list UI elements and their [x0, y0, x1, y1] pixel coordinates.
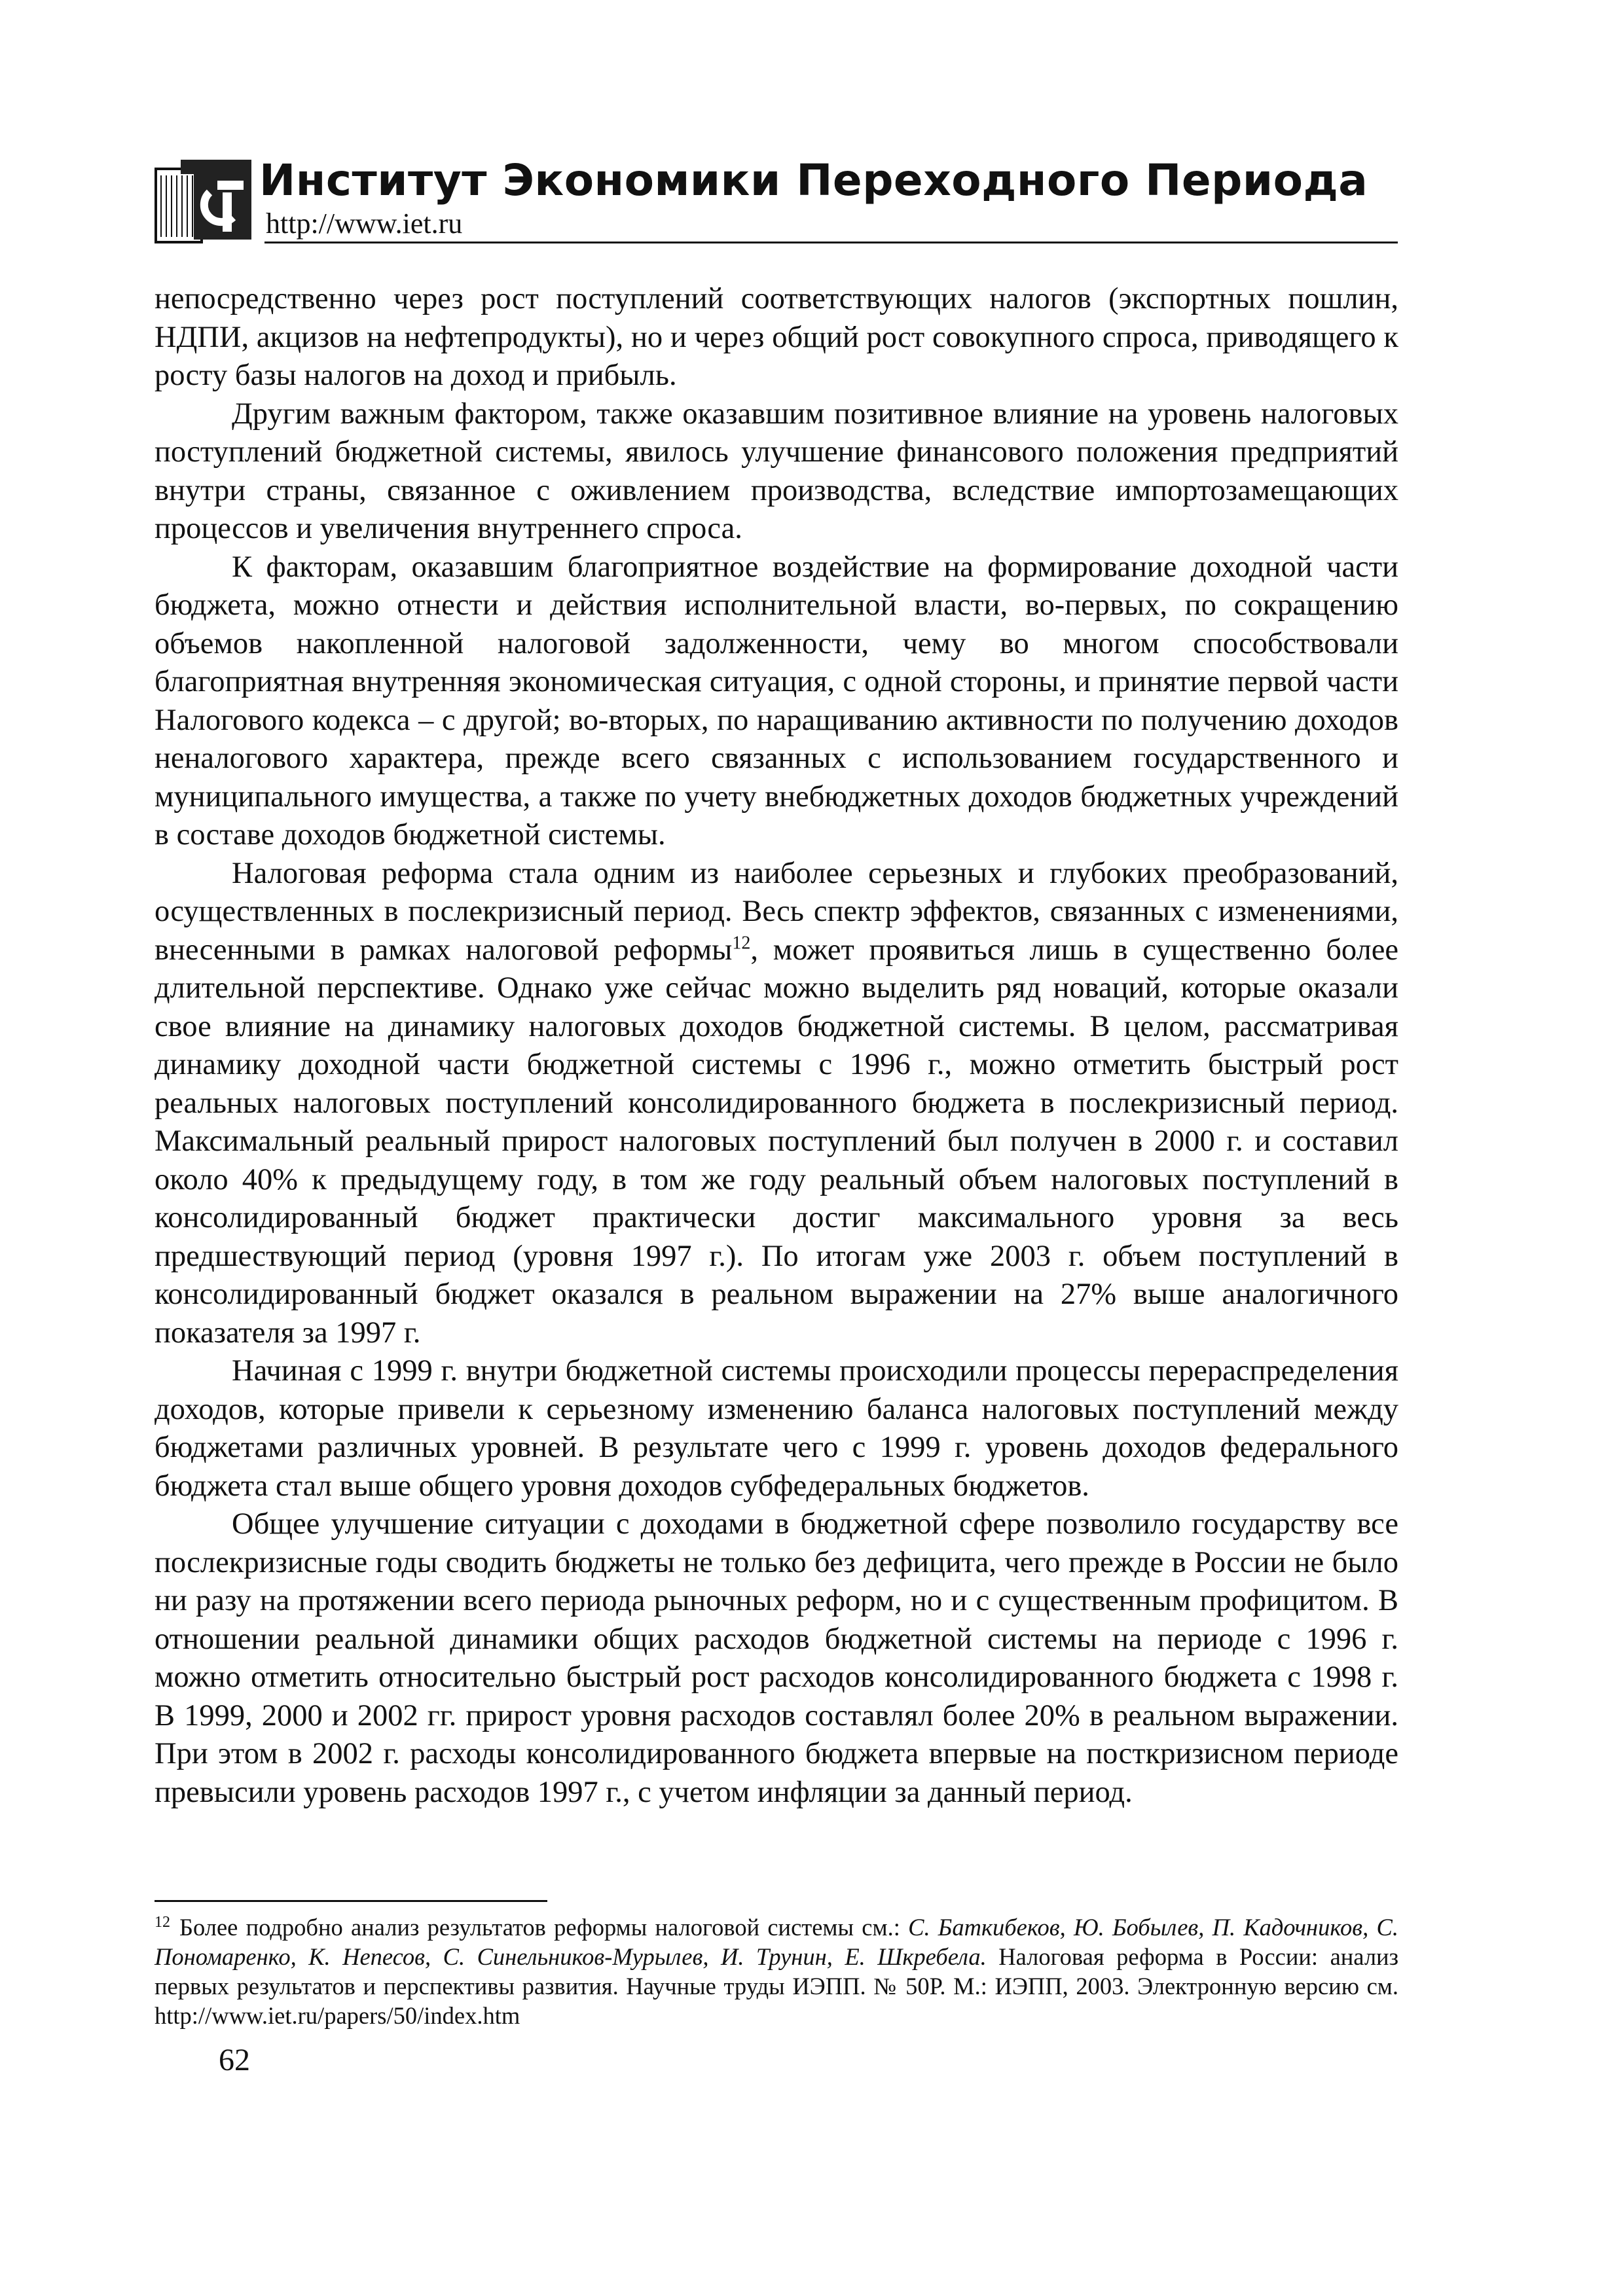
footnote-divider	[155, 1900, 547, 1902]
paragraph: Начиная с 1999 г. внутри бюджетной системы происходили процессы перераспределения доходов, которые привели к серьезному изменению баланса налоговых поступлений между бюджетами различных уровней. В результате чего с 1999 г. уровень доходов федерального бюджета стал выше общего уровня доходов субфедеральных бюджетов.	[155, 1354, 1398, 1503]
footnote	[155, 1912, 1398, 2030]
header-divider	[264, 242, 1398, 243]
footnote-reference[interactable]: 12	[732, 933, 751, 953]
header-title: Институт Экономики Переходного Периода	[259, 155, 1368, 206]
paragraph-text: Налоговая реформа стала одним из наиболее серьезных и глубоких преобразований, осуществленных в послекризисный период. Весь спектр эффектов, связанных с изменениями, внесенными в рамках налоговой реформы	[155, 856, 1398, 967]
main-text	[155, 280, 1398, 1812]
paragraph-text: , может проявиться лишь в существенно более длительной перспективе. Однако уже сейчас можно выделить ряд новаций, которые оказали свое влияние на динамику налоговых доходов бюджетной системы. В целом, рассматривая динамику доходной части бюджетной системы с 1996 г., можно отметить быстрый рост реальных налоговых поступлений консолидированного бюджета в послекризисный период. Максимальный реальный прирост налоговых поступлений был получен в 2000 г. и составил около 40% к предыдущему году, в том же году реальный объем налоговых поступлений в консолидированный бюджет практически достиг максимального уровня за весь предшествующий период (уровня 1997 г.). По итогам уже 2003 г. объем поступлений в консолидированный бюджет оказался в реальном выражении на 27% выше аналогичного показателя за 1997 г.	[155, 933, 1398, 1350]
page-header	[155, 154, 1398, 246]
footnote-lead: Более подробно анализ результатов реформы налоговой системы см.:	[179, 1914, 909, 1941]
paragraph	[155, 855, 1398, 1353]
footnote-rest: Налоговая реформа в России: анализ первых результатов и перспективы развития. Научные труды ИЭПП. № 50Р. М.: ИЭПП, 2003. Электронную версию см. http://www.iet.ru/papers/50/index.htm	[155, 1943, 1398, 2029]
paragraph: Другим важным фактором, также оказавшим позитивное влияние на уровень налоговых поступлений бюджетной системы, явилось улучшение финансового положения предприятий внутри страны, связанное с оживлением производства, вследствие импортозамещающих процессов и увеличения внутреннего спроса.	[155, 397, 1398, 545]
footnote-authors: С. Баткибеков, Ю. Бобылев, П. Кадочников, С. Пономаренко, К. Непесов, С. Синельников-Мурылев, И. Трунин, Е. Шкребела.	[155, 1914, 1398, 1970]
page-number: 62	[219, 2043, 250, 2077]
header-url[interactable]: http://www.iet.ru	[266, 207, 463, 240]
paragraph: К факторам, оказавшим благоприятное воздействие на формирование доходной части бюджета, можно отнести и действия исполнительной власти, во-первых, по сокращению объемов накопленной налоговой задолженности, чему во многом способствовали благоприятная внутренняя экономическая ситуация, с одной стороны, и принятие первой части Налогового кодекса – с другой; во-вторых, по наращиванию активности по получению доходов неналогового характера, прежде всего связанных с использованием государственного и муниципального имущества, а также по учету внебюджетных доходов бюджетных учреждений в составе доходов бюджетной системы.	[155, 550, 1398, 852]
iet-logo	[155, 154, 253, 246]
paragraph: непосредственно через рост поступлений соответствующих налогов (экспортных пошлин, НДПИ, акцизов на нефтепродукты), но и через общий рост совокупного спроса, приводящего к росту базы налогов на доход и прибыль.	[155, 282, 1398, 392]
footnote-number: 12	[155, 1913, 170, 1931]
paragraph: Общее улучшение ситуации с доходами в бюджетной сфере позволило государству все послекризисные годы сводить бюджеты не только без дефицита, чего прежде в России не было ни разу на протяжении всего периода рыночных реформ, но и с существенным профицитом. В отношении реальной динамики общих расходов бюджетной системы на периоде с 1996 г. можно отметить относительно быстрый рост расходов консолидированного бюджета с 1998 г. В 1999, 2000 и 2002 гг. прирост уровня расходов составлял более 20% в реальном выражении. При этом в 2002 г. расходы консолидированного бюджета впервые на посткризисном периоде превысили уровень расходов 1997 г., с учетом инфляции за данный период.	[155, 1507, 1398, 1809]
